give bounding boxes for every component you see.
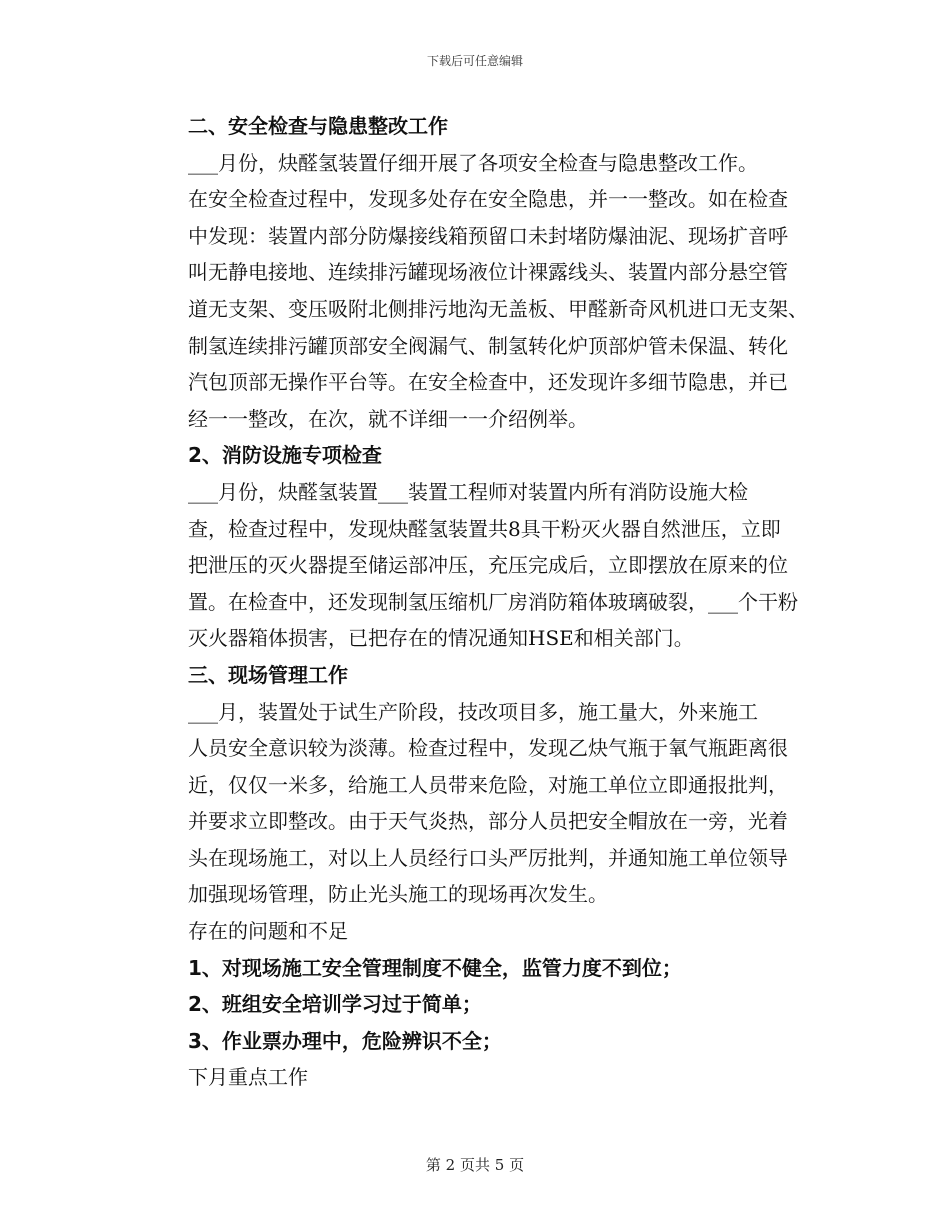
issue-item: 3、作业票办理中，危险辨识不全； [188,1028,502,1053]
paragraph-line: 置。在检查中，还发现制氢压缩机厂房消防箱体玻璃破裂，___个干粉 [188,589,798,614]
issue-item: 1、对现场施工安全管理制度不健全，监管力度不到位； [188,955,682,980]
paragraph-line: 近，仅仅一米多，给施工人员带来危险，对施工单位立即通报批判， [188,772,788,797]
paragraph-line: 制氢连续排污罐顶部安全阀漏气、制氢转化炉顶部炉管未保温、转化 [188,333,788,358]
paragraph-line: 把泄压的灭火器提至储运部冲压，充压完成后，立即摆放在原来的位 [188,553,788,578]
issue-item: 2、班组安全培训学习过于简单； [188,992,482,1017]
paragraph-line: ___月份，炔醛氢装置___装置工程师对装置内所有消防设施大检 [188,479,748,504]
paragraph-line: 道无支架、变压吸附北侧排污地沟无盖板、甲醛新奇风机进口无支架、 [188,296,808,321]
section-heading: 2、消防设施专项检查 [188,443,382,468]
subsection-label: 存在的问题和不足 [188,919,348,944]
paragraph-line: 叫无静电接地、连续排污罐现场液位计裸露线头、装置内部分悬空管 [188,260,788,285]
subsection-label: 下月重点工作 [188,1065,308,1090]
document-body [142,108,810,1096]
paragraph-line: 加强现场管理，防止光头施工的现场再次发生。 [188,882,608,907]
page-footer: 第 2 页共 5 页 [425,1156,525,1174]
paragraph-line: 头在现场施工，对以上人员经行口头严厉批判，并通知施工单位领导 [188,845,788,870]
paragraph-line: ___月，装置处于试生产阶段，技改项目多，施工量大，外来施工 [188,699,758,724]
paragraph-line: 在安全检查过程中，发现多处存在安全隐患，并一一整改。如在检查 [188,187,788,212]
paragraph-line: 中发现：装置内部分防爆接线箱预留口未封堵防爆油泥、现场扩音呼 [188,223,788,248]
paragraph-line: 并要求立即整改。由于天气炎热，部分人员把安全帽放在一旁，光着 [188,809,788,834]
paragraph-line: 经一一整改，在次，就不详细一一介绍例举。 [188,406,588,431]
section-heading: 三、现场管理工作 [188,662,348,687]
paragraph [142,474,810,657]
paragraph-line: 灭火器箱体损害，已把存在的情况通知HSE和相关部门。 [188,626,694,651]
paragraph-line: 人员安全意识较为淡薄。检查过程中，发现乙炔气瓶于氧气瓶距离很 [188,736,788,761]
paragraph [142,145,810,438]
paragraph-line: 汽包顶部无操作平台等。在安全检查中，还发现许多细节隐患，并已 [188,370,788,395]
section-heading: 二、安全检查与隐患整改工作 [188,114,448,138]
paragraph [142,694,810,914]
paragraph-line: 查，检查过程中，发现炔醛氢装置共8具干粉灭火器自然泄压，立即 [188,516,781,541]
page-header: 下载后可任意编辑 [426,54,523,68]
paragraph-line: ___月份，炔醛氢装置仔细开展了各项安全检查与隐患整改工作。 [188,150,758,175]
